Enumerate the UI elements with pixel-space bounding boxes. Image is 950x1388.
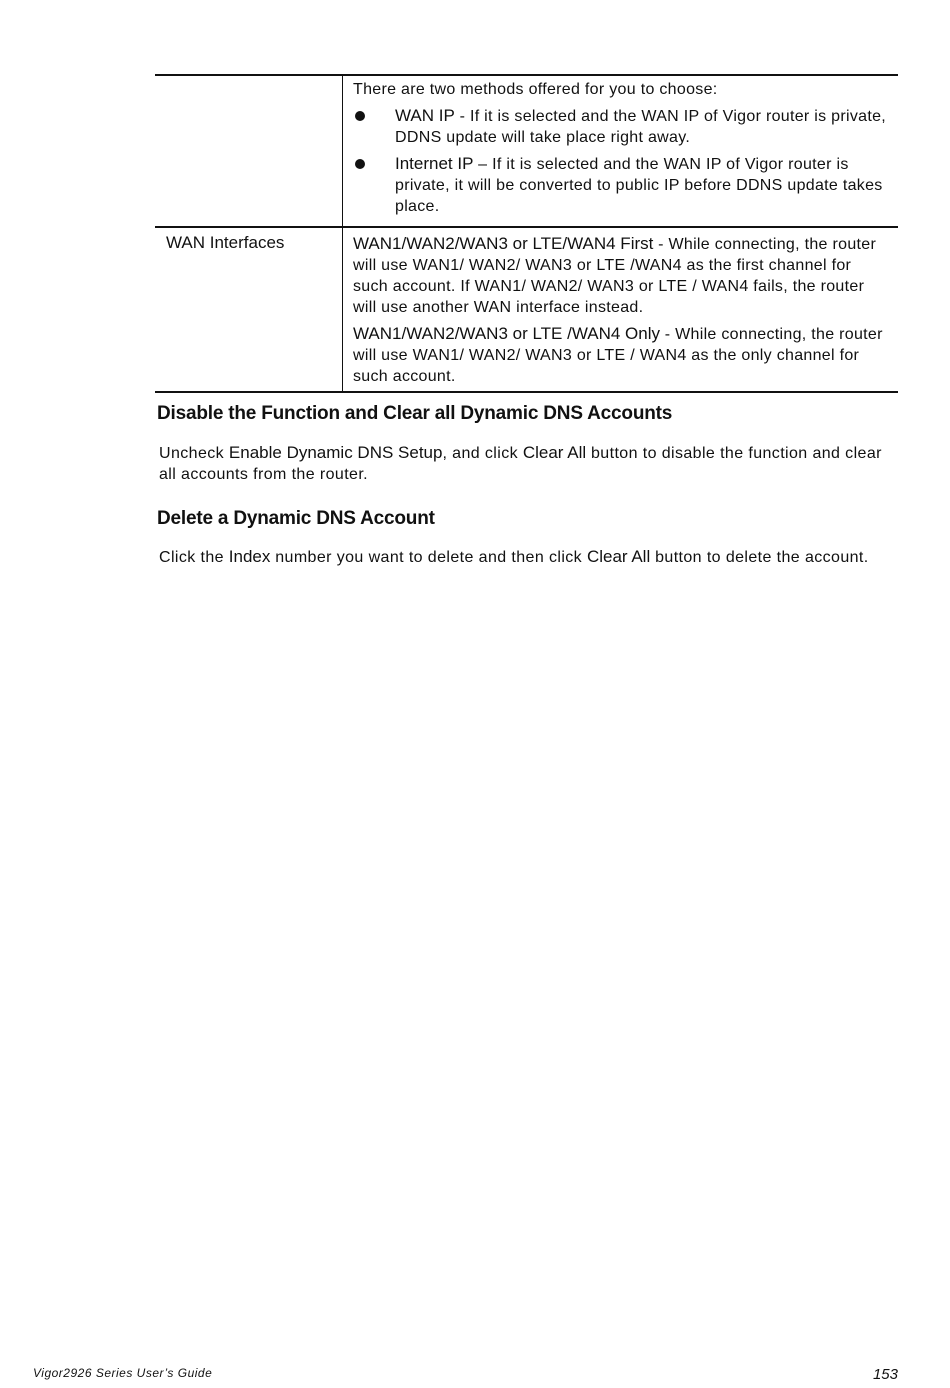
parameter-name-cell [155, 227, 343, 392]
methods-intro: There are two methods offered for you to choose: [353, 81, 718, 98]
wan-first-description [353, 233, 890, 318]
text-run: Click the [159, 549, 229, 566]
text-run: button to disable the function and clear all accounts from the router. [159, 445, 882, 483]
table-row [155, 227, 898, 392]
ui-term: Index [228, 547, 271, 566]
list-item [353, 153, 890, 217]
text-run: number you want to delete and then click [270, 549, 587, 566]
parameter-description-cell [343, 75, 899, 227]
parameter-name: WAN Interfaces [166, 233, 285, 252]
wan-only-description [353, 323, 890, 387]
option-text: - If it is selected and the WAN IP of Vigor router is private, DDNS update will take place right away. [395, 108, 887, 146]
option-term: Internet IP [395, 154, 474, 173]
ui-term: Enable Dynamic DNS Setup [228, 443, 443, 462]
parameter-name-cell [155, 75, 343, 227]
parameter-description-cell [343, 227, 899, 392]
table-row [155, 75, 898, 227]
text-run: button to delete the account. [650, 549, 869, 566]
footer-guide-title: Vigor2926 Series User’s Guide [33, 1366, 213, 1380]
section-paragraph [159, 442, 899, 485]
section-heading: Disable the Function and Clear all Dynamic DNS Accounts [157, 403, 673, 424]
ui-term: Clear All [522, 443, 587, 462]
option-term: WAN1/WAN2/WAN3 or LTE/WAN4 First [353, 234, 654, 253]
text-run: , and click [442, 445, 523, 462]
option-text: - While connecting, the router will use WAN1/ WAN2/ WAN3 or LTE /WAN4 as the first channel for such account. If WAN1/ WAN2/ WAN3 or LTE / WAN4 fails, the router will use another WAN interface instead. [353, 236, 877, 316]
section-heading: Delete a Dynamic DNS Account [157, 508, 435, 529]
parameter-name [155, 76, 342, 81]
methods-list [353, 105, 890, 217]
section-paragraph [159, 546, 899, 568]
option-term: WAN1/WAN2/WAN3 or LTE /WAN4 Only [353, 324, 660, 343]
option-term: WAN IP [395, 106, 455, 125]
ui-term: Clear All [586, 547, 651, 566]
option-text: - While connecting, the router will use WAN1/ WAN2/ WAN3 or LTE / WAN4 as the only channel for such account. [353, 326, 883, 385]
list-item [353, 105, 890, 148]
text-run: Uncheck [159, 445, 229, 462]
bullet-icon [355, 159, 365, 169]
bullet-icon [355, 111, 365, 121]
page-number: 153 [872, 1366, 898, 1383]
parameter-table [155, 74, 898, 393]
option-text: – If it is selected and the WAN IP of Vigor router is private, it will be converted to public IP before DDNS update takes place. [395, 156, 883, 215]
